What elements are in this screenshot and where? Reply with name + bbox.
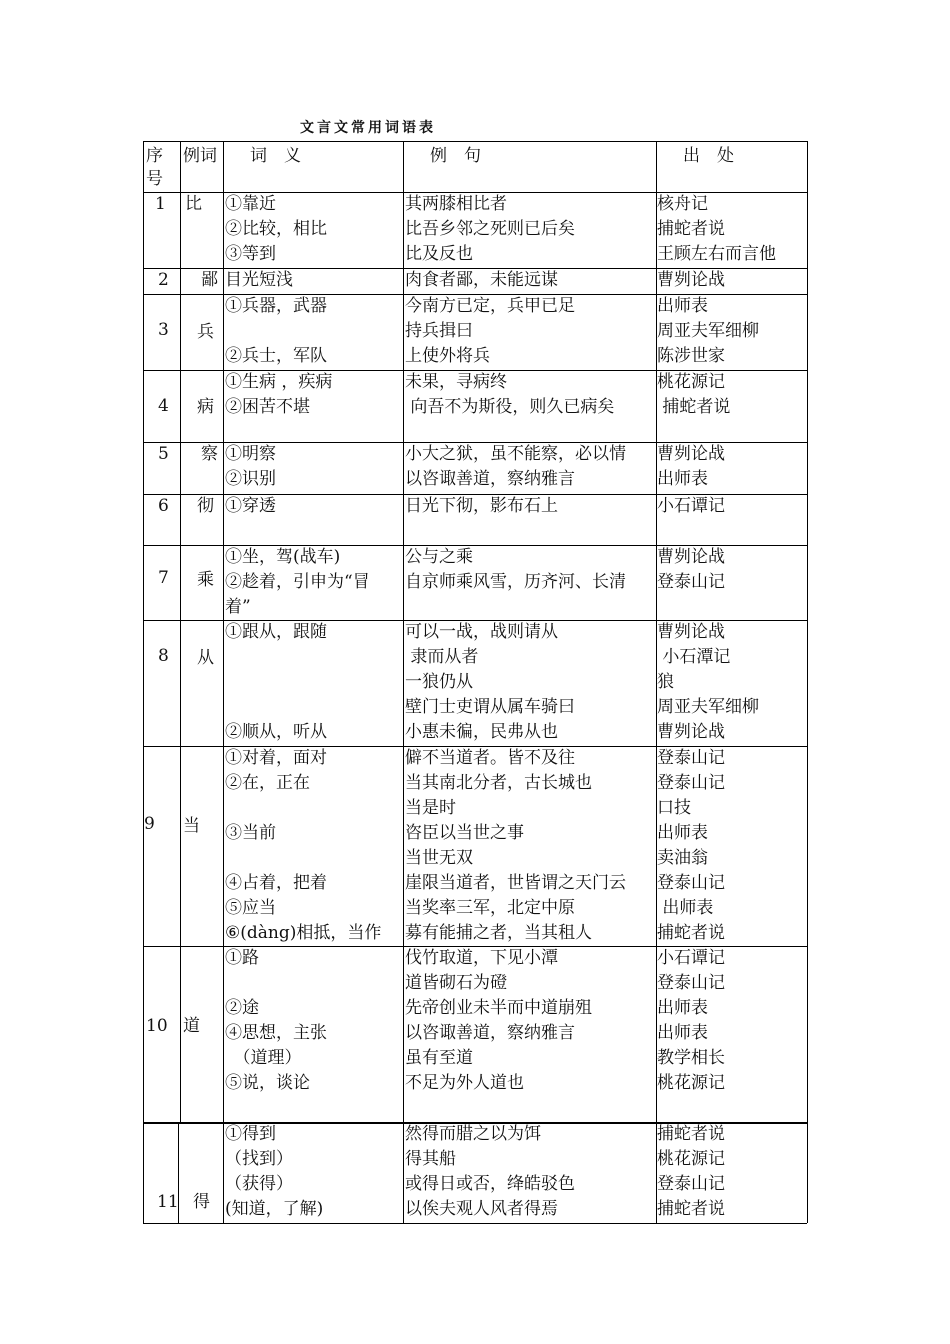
table-vertical-line (403, 294, 404, 370)
table-vertical-line (143, 192, 144, 268)
row-word: 当 (183, 816, 200, 836)
row-source: 登泰山记 (657, 748, 725, 768)
row-meaning: ②识别 (225, 469, 276, 489)
row-example: 日光下彻，影布石上 (405, 496, 558, 516)
table-vertical-line (143, 494, 144, 545)
row-source: 桃花源记 (657, 372, 725, 392)
table-vertical-line (143, 141, 144, 192)
row-meaning: ⑤应当 (225, 898, 276, 918)
row-meaning: ②比较，相比 (225, 219, 327, 239)
row-example: 募有能捕之者，当其租人 (405, 923, 592, 943)
row-source: 捕蛇者说 (657, 923, 725, 943)
row-source: 曹刿论战 (657, 722, 725, 742)
row-example: 比吾乡邻之死则已后矣 (405, 219, 575, 239)
row-example: 上使外将兵 (405, 346, 490, 366)
row-example: 公与之乘 (405, 547, 473, 567)
row-source: 口技 (657, 798, 691, 818)
row-source: 王顾左右而言他 (657, 244, 776, 264)
row-example: 然得而腊之以为饵 (405, 1124, 541, 1144)
row-source: 周亚夫军细柳 (657, 697, 759, 717)
row-source: 小石谭记 (657, 948, 725, 968)
table-vertical-line (223, 370, 224, 442)
table-vertical-line (223, 1122, 224, 1223)
row-source: 出师表 (657, 898, 714, 918)
row-example: 一狼仍从 (405, 672, 473, 692)
row-number: 5 (158, 444, 169, 464)
table-vertical-line (143, 370, 144, 442)
table-vertical-line (403, 141, 404, 192)
row-meaning: ①兵器，武器 (225, 296, 327, 316)
row-example: 或得日或否，绛皓驳色 (405, 1174, 575, 1194)
row-meaning: ⑤说，谈论 (225, 1073, 310, 1093)
row-example: 自京师乘风雪，历齐河、长清 (405, 572, 626, 592)
row-meaning: ④占着，把着 (225, 873, 327, 893)
table-vertical-line (223, 192, 224, 268)
row-number: 11 (157, 1192, 179, 1212)
table-vertical-line (403, 746, 404, 946)
row-source: 狼 (657, 672, 674, 692)
row-number: 4 (158, 396, 169, 416)
table-vertical-line (807, 1122, 808, 1223)
table-vertical-line (403, 192, 404, 268)
table-horizontal-line (143, 141, 807, 142)
row-example: 当其南北分者，古长城也 (405, 773, 592, 793)
table-vertical-line (807, 370, 808, 442)
table-vertical-line (223, 946, 224, 1122)
table-vertical-line (143, 545, 144, 620)
row-source: 出师表 (657, 823, 708, 843)
row-source: 登泰山记 (657, 873, 725, 893)
row-source: 桃花源记 (657, 1149, 725, 1169)
row-source: 捕蛇者说 (657, 219, 725, 239)
row-word: 从 (197, 648, 214, 668)
row-word: 兵 (197, 322, 214, 342)
row-example: 当是时 (405, 798, 456, 818)
table-vertical-line (807, 545, 808, 620)
table-vertical-line (180, 294, 181, 370)
row-meaning: ①靠近 (225, 194, 276, 214)
row-example: 小大之狱，虽不能察，必以情 (405, 444, 626, 464)
table-vertical-line (223, 442, 224, 494)
row-meaning: ⑥(dàng)相抵，当作 (225, 923, 382, 943)
row-source: 曹刿论战 (657, 547, 725, 567)
table-vertical-line (403, 545, 404, 620)
table-vertical-line (223, 494, 224, 545)
row-source: 登泰山记 (657, 973, 725, 993)
table-horizontal-line (143, 1223, 807, 1224)
row-source: 卖油翁 (657, 848, 708, 868)
table-vertical-line (223, 620, 224, 746)
row-example: 以咨诹善道，察纳雅言 (405, 1023, 575, 1043)
row-meaning: ①生病 ，疾病 (225, 372, 333, 392)
table-vertical-line (807, 294, 808, 370)
table-vertical-line (180, 494, 181, 545)
row-source: 教学相长 (657, 1048, 725, 1068)
header-num-top: 序 (146, 146, 163, 166)
table-vertical-line (403, 494, 404, 545)
row-meaning: ②困苦不堪 (225, 397, 310, 417)
row-word: 鄙 (201, 270, 218, 290)
row-example: 壁门士吏谓从属车骑曰 (405, 697, 575, 717)
table-vertical-line (180, 268, 181, 294)
row-word: 得 (193, 1192, 210, 1212)
table-vertical-line (180, 545, 181, 620)
row-number: 6 (158, 496, 169, 516)
table-vertical-line (403, 442, 404, 494)
row-example: 得其船 (405, 1149, 456, 1169)
table-vertical-line (656, 141, 657, 192)
row-source: 出师表 (657, 469, 708, 489)
row-word: 彻 (197, 496, 214, 516)
row-word: 道 (183, 1016, 200, 1036)
row-source: 登泰山记 (657, 572, 725, 592)
table-vertical-line (143, 620, 144, 746)
table-vertical-line (403, 620, 404, 746)
row-example: 比及反也 (405, 244, 473, 264)
table-vertical-line (807, 620, 808, 746)
row-example: 肉食者鄙，未能远谋 (405, 270, 558, 290)
table-vertical-line (223, 746, 224, 946)
header-word: 例词 (183, 146, 217, 166)
row-example: 不足为外人道也 (405, 1073, 524, 1093)
row-example: 未果，寻病终 (405, 372, 507, 392)
table-vertical-line (807, 192, 808, 268)
table-vertical-line (180, 746, 181, 946)
row-example: 小惠未徧，民弗从也 (405, 722, 558, 742)
table-vertical-line (807, 494, 808, 545)
table-vertical-line (180, 141, 181, 192)
row-source: 小石谭记 (657, 496, 725, 516)
row-source: 陈涉世家 (657, 346, 725, 366)
row-example: 虽有至道 (405, 1048, 473, 1068)
table-vertical-line (807, 442, 808, 494)
row-source: 出师表 (657, 998, 708, 1018)
row-example: 隶而从者 (405, 647, 479, 667)
row-example: 可以一战，战则请从 (405, 622, 558, 642)
table-vertical-line (143, 1122, 144, 1223)
row-example: 崖限当道者，世皆谓之天门云 (405, 873, 626, 893)
row-word: 比 (185, 194, 202, 214)
table-vertical-line (223, 268, 224, 294)
row-meaning: ①穿透 (225, 496, 276, 516)
row-source: 核舟记 (657, 194, 708, 214)
row-example: 僻不当道者。皆不及往 (405, 748, 575, 768)
row-meaning: 目光短浅 (225, 270, 293, 290)
row-example: 当奖率三军，北定中原 (405, 898, 575, 918)
row-word: 乘 (197, 570, 214, 590)
row-source: 小石潭记 (657, 647, 731, 667)
row-meaning: （获得） (225, 1174, 293, 1194)
row-example: 伐竹取道，下见小潭 (405, 948, 558, 968)
row-source: 出师表 (657, 1023, 708, 1043)
row-example: 持兵揖曰 (405, 321, 473, 341)
table-vertical-line (180, 370, 181, 442)
row-source: 捕蛇者说 (657, 1124, 725, 1144)
row-source: 曹刿论战 (657, 622, 725, 642)
row-meaning: ②顺从，听从 (225, 722, 327, 742)
header-meaning: 词 义 (250, 146, 301, 166)
row-meaning: ③等到 (225, 244, 276, 264)
table-vertical-line (143, 442, 144, 494)
table-vertical-line (143, 294, 144, 370)
table-vertical-line (403, 268, 404, 294)
table-vertical-line (403, 370, 404, 442)
row-source: 曹刿论战 (657, 444, 725, 464)
row-meaning: 着” (225, 597, 251, 617)
table-vertical-line (180, 192, 181, 268)
row-example: 向吾不为斯役，则久已病矣 (405, 397, 615, 417)
row-source: 曹刿论战 (657, 270, 725, 290)
row-meaning: ②趁着，引申为“冒 (225, 572, 370, 592)
table-vertical-line (143, 946, 144, 1122)
table-vertical-line (807, 946, 808, 1122)
table-vertical-line (180, 442, 181, 494)
row-example: 道皆砌石为磴 (405, 973, 507, 993)
table-vertical-line (807, 141, 808, 192)
table-vertical-line (223, 141, 224, 192)
row-number: 7 (158, 568, 169, 588)
row-example: 当世无双 (405, 848, 473, 868)
row-meaning: ①明察 (225, 444, 276, 464)
row-meaning: ④思想，主张 (225, 1023, 327, 1043)
page-title: 文言文常用词语表 (300, 120, 436, 136)
row-source: 桃花源记 (657, 1073, 725, 1093)
row-number: 1 (155, 194, 166, 214)
row-word: 察 (201, 444, 218, 464)
row-number: 8 (158, 646, 169, 666)
row-source: 出师表 (657, 296, 708, 316)
table-vertical-line (223, 545, 224, 620)
row-meaning: ②途 (225, 998, 259, 1018)
row-meaning: ①跟从，跟随 (225, 622, 327, 642)
header-source: 出 处 (683, 146, 734, 166)
row-meaning: ①路 (225, 948, 259, 968)
row-example: 以俟夫观人风者得焉 (405, 1199, 558, 1219)
row-example: 先帝创业未半而中道崩殂 (405, 998, 592, 1018)
row-meaning: （道理） (225, 1048, 302, 1068)
header-num-bottom: 号 (146, 169, 163, 189)
table-vertical-line (403, 946, 404, 1122)
row-source: 周亚夫军细柳 (657, 321, 759, 341)
table-vertical-line (143, 746, 144, 946)
row-source: 登泰山记 (657, 773, 725, 793)
row-meaning: （找到） (225, 1149, 293, 1169)
row-source: 捕蛇者说 (657, 1199, 725, 1219)
row-meaning: (知道，了解) (225, 1199, 324, 1219)
row-meaning: ②兵士，军队 (225, 346, 327, 366)
row-example: 今南方已定，兵甲已足 (405, 296, 575, 316)
table-vertical-line (143, 268, 144, 294)
table-vertical-line (223, 294, 224, 370)
row-example: 咨臣以当世之事 (405, 823, 524, 843)
table-vertical-line (807, 268, 808, 294)
header-example: 例 句 (430, 146, 481, 166)
row-word: 病 (197, 397, 214, 417)
table-vertical-line (180, 620, 181, 746)
row-meaning: ①得到 (225, 1124, 276, 1144)
row-source: 登泰山记 (657, 1174, 725, 1194)
row-number: 10 (146, 1016, 168, 1036)
row-example: 其两膝相比者 (405, 194, 507, 214)
table-vertical-line (807, 746, 808, 946)
row-source: 捕蛇者说 (657, 397, 731, 417)
row-number: 2 (158, 270, 169, 290)
table-vertical-line (180, 946, 181, 1122)
row-meaning: ①坐，驾(战车) (225, 547, 341, 567)
row-example: 以咨诹善道，察纳雅言 (405, 469, 575, 489)
row-meaning: ①对着，面对 (225, 748, 327, 768)
row-meaning: ②在，正在 (225, 773, 310, 793)
row-number: 9 (144, 814, 155, 834)
row-meaning: ③当前 (225, 823, 276, 843)
row-number: 3 (158, 320, 169, 340)
table-vertical-line (403, 1122, 404, 1223)
